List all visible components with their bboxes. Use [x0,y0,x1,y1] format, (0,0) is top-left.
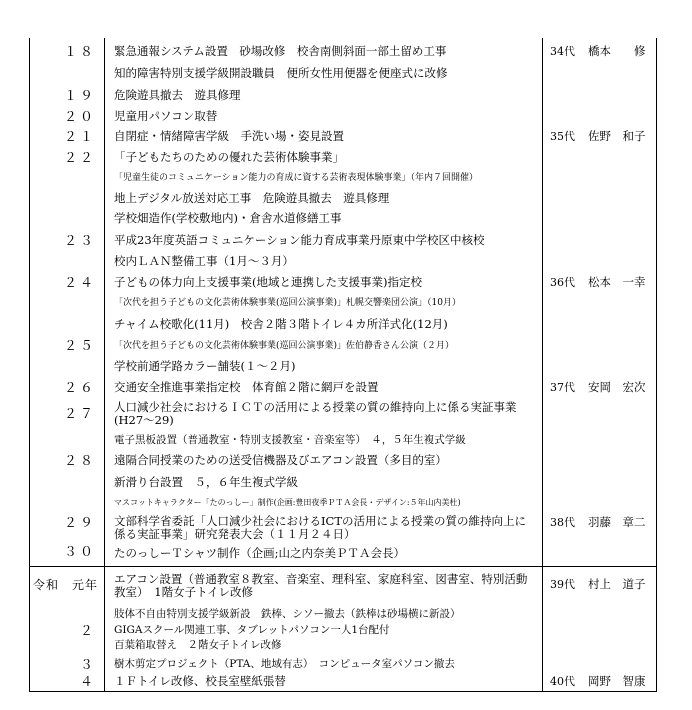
year-cell: ２０ [63,110,96,125]
event-text: 地上デジタル放送対応工事 危険遊具撤去 遊具修理 [114,191,390,205]
event-text: １Ｆトイレ改修、校長室壁紙張替 [114,674,286,688]
event-text: 「次代を担う子どもの文化芸術体験事業(巡回公演事業)」佐伯静香さん公演（２月） [114,341,455,351]
event-text: 「児童生徒のコミュニケーション能力の育成に資する芸術表現体験事業」（年内７回開催） [114,173,478,183]
event-text: 百葉箱取替え ２階女子トイレ改修 [114,639,282,651]
event-text: 校内ＬＡＮ整備工事（1月～３月） [114,254,294,268]
year-cell: ２４ [63,276,96,291]
event-text: 自閉症・情緒障害学級 手洗い場・姿見設置 [114,129,344,143]
table-right-border [656,38,657,692]
events-column-divider [542,38,543,692]
event-text: 樹木剪定プロジェクト（PTA、地域有志） コンピュータ室パソコン撤去 [114,658,455,670]
year-cell: ３ [79,658,96,673]
year-column-divider [104,38,105,692]
event-text: 人口減少社会におけるＩＣＴの活用による授業の質の維持向上に係る実証事業 (H27～29) [114,400,528,428]
event-text: 学校前通学路カラー舗装(１～２月) [114,359,296,373]
event-text: 交通安全推進事業指定校 体育館２階に網戸を設置 [114,380,379,394]
event-text: 学校畑造作(学校敷地内)・倉舎水道修繕工事 [114,211,342,225]
year-cell: １９ [63,89,96,104]
event-text: たのっしーＴシャツ制作（企画;山之内奈美ＰＴＡ会長） [114,546,406,560]
principal-generation: 35代 [550,130,575,143]
principal-name: 橋本 修 [588,44,646,58]
event-text: 知的障害特別支援学級開設職員 便所女性用便器を便座式に改修 [114,66,448,80]
row-divider-reiwa [29,566,657,567]
principal-generation: 36代 [550,276,575,289]
year-cell: ２ [79,624,96,639]
year-cell: ４ [79,675,96,690]
year-cell: ２７ [63,407,96,422]
event-text: GIGAスクール関連工事、タブレットパソコン一人1台配付 [114,624,390,636]
year-cell: ３０ [63,545,96,560]
event-text: 緊急通報システム設置 砂場改修 校舎南側斜面一部土留め工事 [114,44,447,58]
year-cell: ２１ [63,130,96,145]
principal-name: 村上 道子 [588,577,646,591]
principal-generation: 39代 [550,578,575,591]
principal-generation: 34代 [550,45,575,58]
year-cell: ２８ [63,454,96,469]
principal-name: 佐野 和子 [588,129,646,143]
event-text: 電子黒板設置（普通教室・特別支援教室・音楽室等） ４，５年生複式学級 [114,434,466,446]
year-cell: ２３ [63,234,96,249]
principal-name: 羽藤 章二 [588,515,646,529]
table-bottom-border [29,691,657,692]
event-text: 肢体不自由特別支援学級新設 鉄棒、シソー撤去（鉄棒は砂場横に新設） [114,608,461,620]
event-text: 文部科学省委託「人口減少社会におけるICTの活用による授業の質の維持向上に係る実証事業」研究発表大会（１１月２４日） [114,514,527,542]
year-cell: ２９ [63,516,96,531]
year-cell: ２６ [63,381,96,396]
year-cell: ２２ [63,151,96,166]
event-text: 危険遊具撤去 遊具修理 [114,88,241,102]
event-text: 遠隔合同授業のための送受信機器及びエアコン設置（多目的室） [114,453,447,467]
principal-name: 岡野 智康 [588,674,646,688]
year-cell: ２５ [63,339,96,354]
principal-generation: 37代 [550,381,575,394]
event-text: 新滑り台設置 ５，６年生複式学級 [114,475,298,489]
event-text: 子どもの体力向上支援事業(地域と連携した支援事業)指定校 [114,275,422,289]
principal-name: 松本 一幸 [588,275,646,289]
event-text: マスコットキャラクター「たのっしー」制作(企画:豊田夜季ＰＴＡ会長・デザイン:５年山内美杜) [114,498,461,507]
event-text: 「次代を担う子どもの文化芸術体験事業(巡回公演事業)」札幌交響楽団公演」（10月） [114,298,461,308]
event-text: チャイム校歌化(11月) 校舎２階３階トイレ４カ所洋式化(12月) [114,317,448,331]
principal-generation: 40代 [550,675,575,688]
event-text: 平成23年度英語コミュニケーション能力育成事業丹原東中学校区中核校 [114,233,485,247]
principal-name: 安岡 宏次 [588,380,646,394]
year-cell: １８ [63,45,96,60]
event-text: 「子どもたちのための優れた芸術体験事業」 [114,150,344,164]
principal-generation: 38代 [550,516,575,529]
event-text: エアコン設置（普通教室８教室、音楽室、理科室、家庭科室、図書室、特別活動教室） 1階女子トイレ改修 [114,572,528,600]
event-text: 児童用パソコン取替 [114,109,218,123]
year-cell: 令和 元年 [33,578,99,592]
